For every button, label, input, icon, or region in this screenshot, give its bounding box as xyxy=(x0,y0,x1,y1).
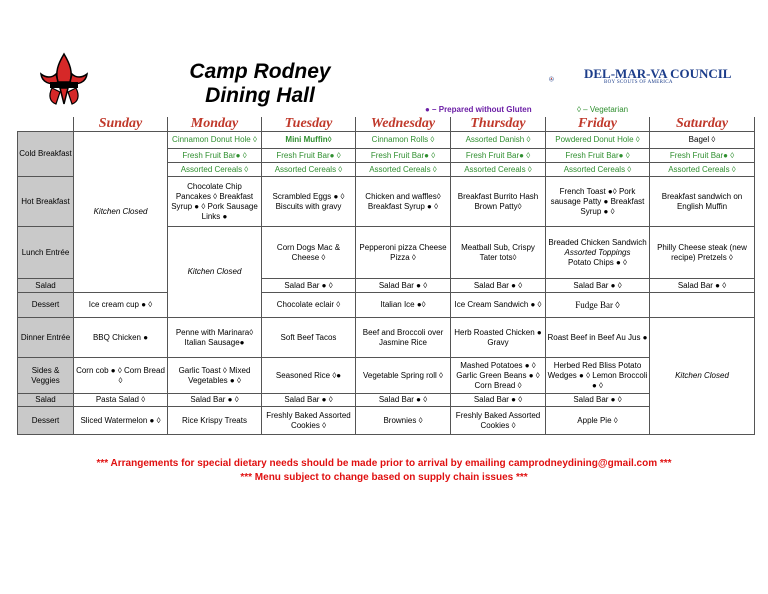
lunch-dessert-tuesday: Chocolate eclair ◊ xyxy=(262,293,356,318)
cold-friday: Powdered Donut Hole ◊ xyxy=(546,132,650,149)
day-friday: Friday xyxy=(546,117,650,132)
row-label-dinner-dessert: Dessert xyxy=(18,407,74,435)
council-name: DEL-MAR-VA COUNCIL xyxy=(584,66,732,81)
sunday-breakfast-closed: Kitchen Closed xyxy=(74,132,168,293)
fruit-bar-saturday: Fresh Fruit Bar● ◊ xyxy=(650,149,755,163)
sides-monday: Garlic Toast ◊ Mixed Vegetables ● ◊ xyxy=(168,358,262,394)
dinner-dessert-thursday: Freshly Baked Assorted Cookies ◊ xyxy=(451,407,546,435)
lunch-thursday-main: Breaded Chicken Sandwich xyxy=(548,237,647,247)
row-label-lunch-dessert: Dessert xyxy=(18,293,74,318)
sides-friday: Herbed Red Bliss Potato Wedges ● ◊ Lemon Broccoli ● ◊ xyxy=(546,358,650,394)
lunch-dessert-friday: Fudge Bar ◊ xyxy=(546,293,650,318)
cereal-tuesday: Assorted Cereals ◊ xyxy=(262,163,356,177)
saturday-dinner-closed: Kitchen Closed xyxy=(650,318,755,435)
dinner-dessert-sunday: Sliced Watermelon ● ◊ xyxy=(74,407,168,435)
footer-dietary-note: *** Arrangements for special dietary needs should be made prior to arrival by emailing camprodneydining@gmail.com *** xyxy=(96,458,672,469)
lunch-thursday xyxy=(546,227,650,279)
sides-wednesday: Vegetable Spring roll ◊ xyxy=(356,358,451,394)
sides-thursday: Mashed Potatoes ● ◊ Garlic Green Beans ● ◊ Corn Bread ◊ xyxy=(451,358,546,394)
fleur-de-lis-logo xyxy=(38,52,90,108)
fruit-bar-friday: Fresh Fruit Bar● ◊ xyxy=(546,149,650,163)
row-label-cold-breakfast: Cold Breakfast xyxy=(18,132,74,177)
dinner-dessert-wednesday: Brownies ◊ xyxy=(356,407,451,435)
dinner-salad-friday: Salad Bar ● ◊ xyxy=(546,394,650,407)
day-thursday: Thursday xyxy=(451,117,546,132)
row-label-dinner: Dinner Entrée xyxy=(18,318,74,358)
day-saturday: Saturday xyxy=(650,117,755,132)
lunch-tuesday: Pepperoni pizza Cheese Pizza ◊ xyxy=(356,227,451,279)
sides-sunday: Corn cob ● ◊ Corn Bread ◊ xyxy=(74,358,168,394)
fruit-bar-tuesday: Fresh Fruit Bar● ◊ xyxy=(262,149,356,163)
cold-wednesday: Cinnamon Rolls ◊ xyxy=(356,132,451,149)
cereal-monday: Assorted Cereals ◊ xyxy=(168,163,262,177)
cold-thursday: Assorted Danish ◊ xyxy=(451,132,546,149)
lunch-dessert-thursday: Ice Cream Sandwich ● ◊ xyxy=(451,293,546,318)
cereal-thursday: Assorted Cereals ◊ xyxy=(451,163,546,177)
dinner-tuesday: Soft Beef Tacos xyxy=(262,318,356,358)
dinner-salad-tuesday: Salad Bar ● ◊ xyxy=(262,394,356,407)
dinner-salad-thursday: Salad Bar ● ◊ xyxy=(451,394,546,407)
hot-saturday: Breakfast sandwich on English Muffin xyxy=(650,177,755,227)
fruit-bar-thursday: Fresh Fruit Bar● ◊ xyxy=(451,149,546,163)
menu-table xyxy=(17,117,755,435)
hot-monday: Chocolate Chip Pancakes ◊ Breakfast Syrup ● ◊ Pork Sausage Links ● xyxy=(168,177,262,227)
lunch-friday: Philly Cheese steak (new recipe) Pretzels ◊ xyxy=(650,227,755,279)
lunch-dessert-wednesday: Italian Ice ●◊ xyxy=(356,293,451,318)
dinner-dessert-monday: Rice Krispy Treats xyxy=(168,407,262,435)
lunch-salad-wednesday: Salad Bar ● ◊ xyxy=(451,279,546,293)
hot-thursday: Breakfast Burrito Hash Brown Patty◊ xyxy=(451,177,546,227)
dinner-salad-wednesday: Salad Bar ● ◊ xyxy=(356,394,451,407)
day-wednesday: Wednesday xyxy=(356,117,451,132)
sides-tuesday: Seasoned Rice ◊● xyxy=(262,358,356,394)
legend-vegetarian: ◊ – Vegetarian xyxy=(577,105,629,114)
page-title-line2: Dining Hall xyxy=(205,84,315,107)
lunch-salad-tuesday: Salad Bar ● ◊ xyxy=(356,279,451,293)
cereal-friday: Assorted Cereals ◊ xyxy=(546,163,650,177)
lunch-wednesday: Meatball Sub, Crispy Tater tots◊ xyxy=(451,227,546,279)
row-label-lunch-salad: Salad xyxy=(18,279,74,293)
dinner-sunday: BBQ Chicken ● xyxy=(74,318,168,358)
lunch-monday: Corn Dogs Mac & Cheese ◊ xyxy=(262,227,356,279)
dinner-salad-sunday: Pasta Salad ◊ xyxy=(74,394,168,407)
dinner-monday: Penne with Marinara◊ Italian Sausage● xyxy=(168,318,262,358)
dinner-dessert-tuesday: Freshly Baked Assorted Cookies ◊ xyxy=(262,407,356,435)
hot-wednesday: Chicken and waffles◊ Breakfast Syrup ● ◊ xyxy=(356,177,451,227)
row-label-lunch: Lunch Entrée xyxy=(18,227,74,279)
legend-gluten-free: ● – Prepared without Gluten xyxy=(425,105,532,114)
lunch-salad-monday: Salad Bar ● ◊ xyxy=(262,279,356,293)
lunch-dessert-monday: Ice cream cup ● ◊ xyxy=(74,293,168,318)
cold-monday: Cinnamon Donut Hole ◊ xyxy=(168,132,262,149)
lunch-salad-thursday: Salad Bar ● ◊ xyxy=(546,279,650,293)
fruit-bar-wednesday: Fresh Fruit Bar● ◊ xyxy=(356,149,451,163)
dinner-dessert-friday: Apple Pie ◊ xyxy=(546,407,650,435)
cold-saturday: Bagel ◊ xyxy=(650,132,755,149)
day-tuesday: Tuesday xyxy=(262,117,356,132)
dinner-friday: Roast Beef in Beef Au Jus ● xyxy=(546,318,650,358)
cereal-wednesday: Assorted Cereals ◊ xyxy=(356,163,451,177)
hot-friday: French Toast ●◊ Pork sausage Patty ● Breakfast Syrup ● ◊ xyxy=(546,177,650,227)
council-logo-icon xyxy=(548,64,582,94)
lunch-thursday-toppings: Assorted Toppings xyxy=(564,247,631,257)
day-sunday: Sunday xyxy=(74,117,168,132)
dinner-thursday: Herb Roasted Chicken ● Gravy xyxy=(451,318,546,358)
council-subtitle: BOY SCOUTS OF AMERICA xyxy=(604,80,673,85)
row-label-dinner-salad: Salad xyxy=(18,394,74,407)
cereal-saturday: Assorted Cereals ◊ xyxy=(650,163,755,177)
sunday-lunch-closed: Kitchen Closed xyxy=(168,227,262,318)
hot-tuesday: Scrambled Eggs ● ◊ Biscuits with gravy xyxy=(262,177,356,227)
lunch-thursday-chips: Potato Chips ● ◊ xyxy=(567,257,628,267)
lunch-salad-friday: Salad Bar ● ◊ xyxy=(650,279,755,293)
row-label-sides: Sides & Veggies xyxy=(18,358,74,394)
corner-cell xyxy=(18,117,74,132)
dinner-salad-monday: Salad Bar ● ◊ xyxy=(168,394,262,407)
row-label-hot-breakfast: Hot Breakfast xyxy=(18,177,74,227)
day-header-row xyxy=(18,117,755,132)
dinner-wednesday: Beef and Broccoli over Jasmine Rice xyxy=(356,318,451,358)
cold-tuesday: Mini Muffin◊ xyxy=(262,132,356,149)
footer-supply-note: *** Menu subject to change based on supply chain issues *** xyxy=(240,472,528,483)
fruit-bar-monday: Fresh Fruit Bar● ◊ xyxy=(168,149,262,163)
day-monday: Monday xyxy=(168,117,262,132)
page-title-line1: Camp Rodney xyxy=(189,60,331,83)
